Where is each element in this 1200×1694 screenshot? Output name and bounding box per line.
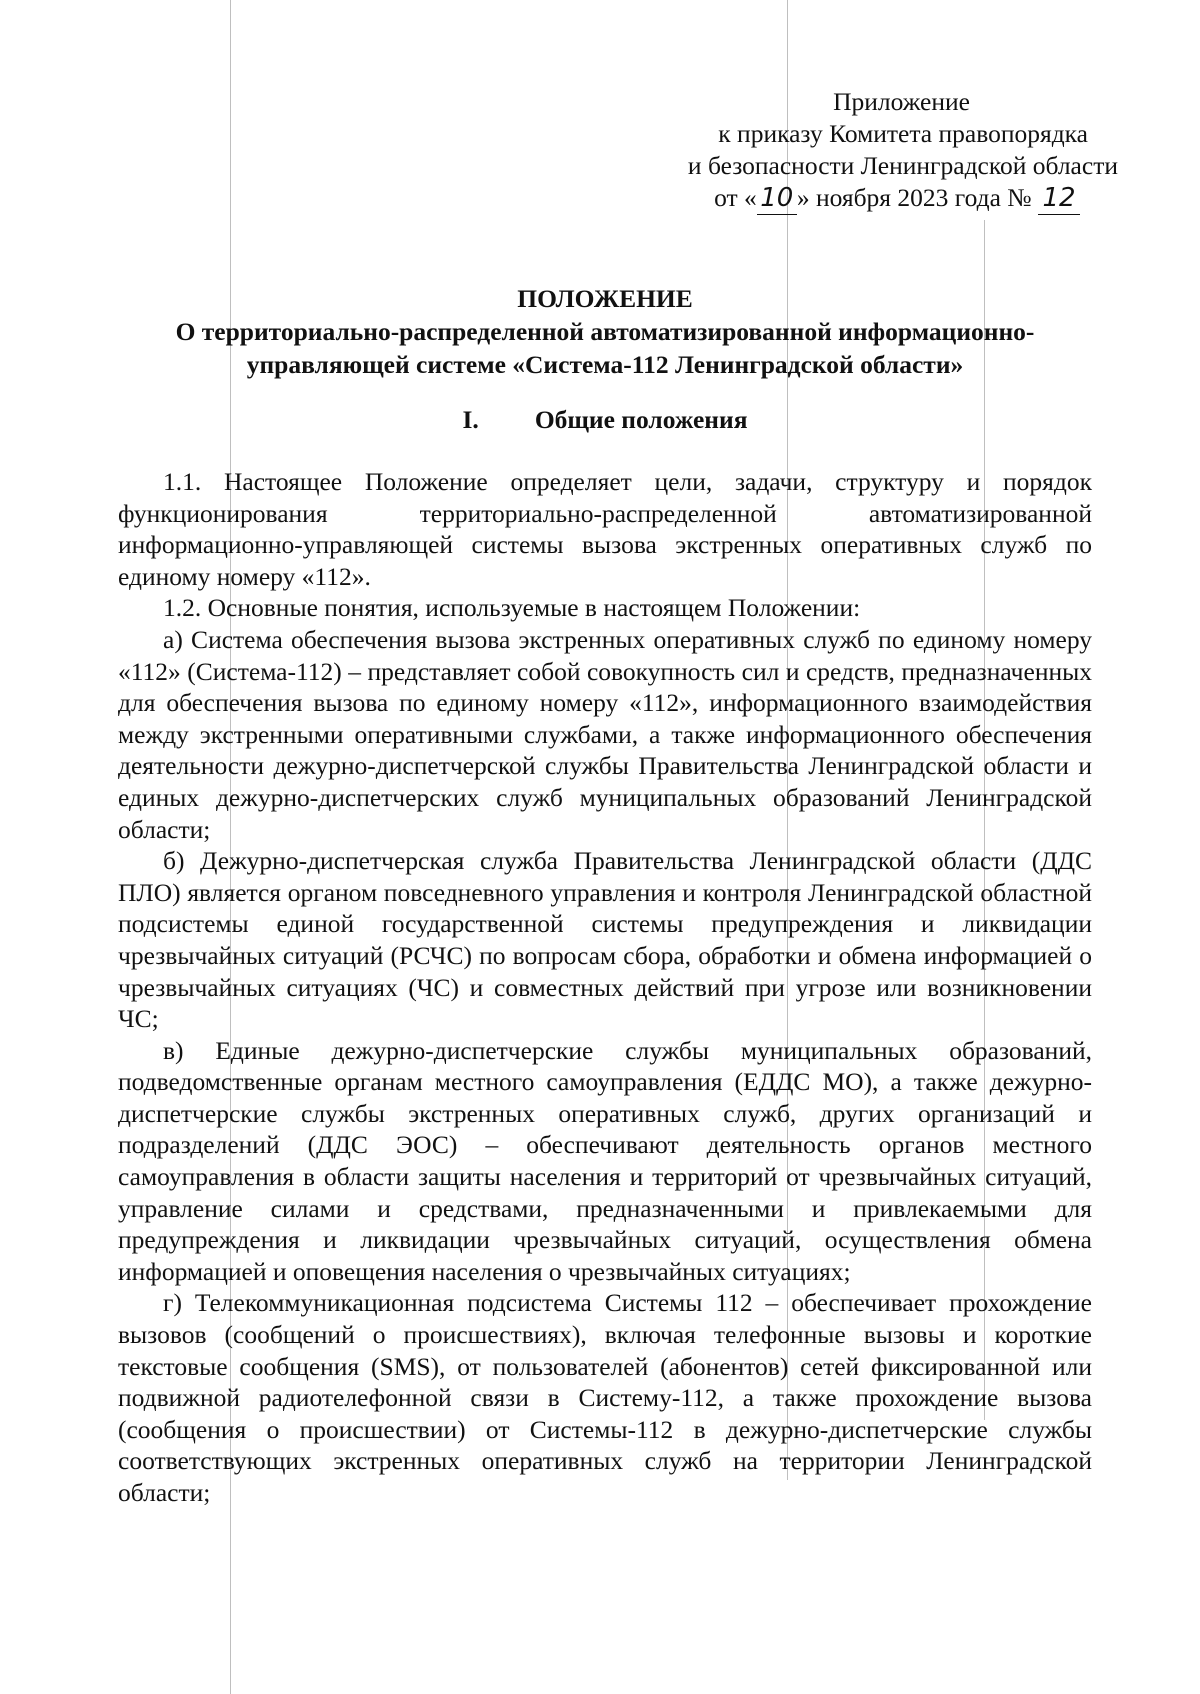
paragraph-1-1: 1.1. Настоящее Положение определяет цели, задачи, структуру и порядок функционирования территориально-распределенной автоматизированной информационно-управляющей системы вызова экстренных оперативных служб по единому номеру «112». [118,467,1092,591]
section-heading [118,405,1092,435]
paragraph-a: а) Система обеспечения вызова экстренных оперативных служб по единому номеру «112» (Система-112) – представляет собой совокупность сил и средств, предназначенных для обеспечения вызова по единому номеру «112», информационного взаимодействия между экстренными оперативными службами, а также информационного обеспечения деятельности дежурно-диспетчерской службы Правительства Ленинградской области и единых дежурно-диспетчерских служб муниципальных образований Ленинградской области; [118,624,1092,844]
title-line-1: О территориально-распределенной автоматизированной информационно- [175,317,1035,346]
approval-line-2: к приказу Комитета правопорядка [718,119,1088,148]
handwritten-day: 10 [757,182,797,215]
title-heading: ПОЛОЖЕНИЕ [517,284,693,313]
document-body [118,466,1092,1509]
paragraph-b: б) Дежурно-диспетчерская служба Правительства Ленинградской области (ДДС ПЛО) является органом повседневного управления и контроля Ленинградской областной подсистемы единой государственной системы предупреждения и ликвидации чрезвычайных ситуаций (РСЧС) по вопросам сбора, обработки и обмена информацией о чрезвычайных ситуациях (ЧС) и совместных действий при угрозе или возникновении ЧС; [118,846,1092,1034]
document-title [118,282,1092,381]
paragraph-g: г) Телекоммуникационная подсистема Системы 112 – обеспечивает прохождение вызовов (сообщений о происшествиях), включая телефонные вызовы и короткие текстовые сообщения (SMS), от пользователей (абонентов) сетей фиксированной или подвижной радиотелефонной связи в Систему-112, а также прохождение вызова (сообщения о происшествии) от Системы-112 в дежурно-диспетчерские службы соответствующих экстренных оперативных служб на территории Ленинградской области; [118,1288,1092,1507]
handwritten-number: 12 [1038,182,1080,215]
approval-date-line [688,182,1118,215]
section-number: I. [462,405,479,434]
date-middle: » ноября 2023 года № [796,183,1032,212]
approval-block [688,86,1118,215]
approval-line-3: и безопасности Ленинградской области [687,151,1118,180]
section-title: Общие положения [534,405,748,434]
date-prefix: от « [714,183,757,212]
approval-line-1: Приложение [833,87,970,116]
paragraph-1-2: 1.2. Основные понятия, используемые в настоящем Положении: [163,593,861,623]
title-line-2: управляющей системе «Система-112 Ленинградской области» [246,350,964,379]
paragraph-v: в) Единые дежурно-диспетчерские службы муниципальных образований, подведомственные органам местного самоуправления (ЕДДС МО), а также дежурно-диспетчерские службы экстренных оперативных служб, других организаций и подразделений (ДДС ЭОС) – обеспечивают деятельность органов местного самоуправления в области защиты населения и территорий от чрезвычайных ситуаций, управление силами и средствами, предназначенными и привлекаемыми для предупреждения и ликвидации чрезвычайных ситуаций, осуществления обмена информацией и оповещения населения о чрезвычайных ситуациях; [118,1035,1092,1286]
